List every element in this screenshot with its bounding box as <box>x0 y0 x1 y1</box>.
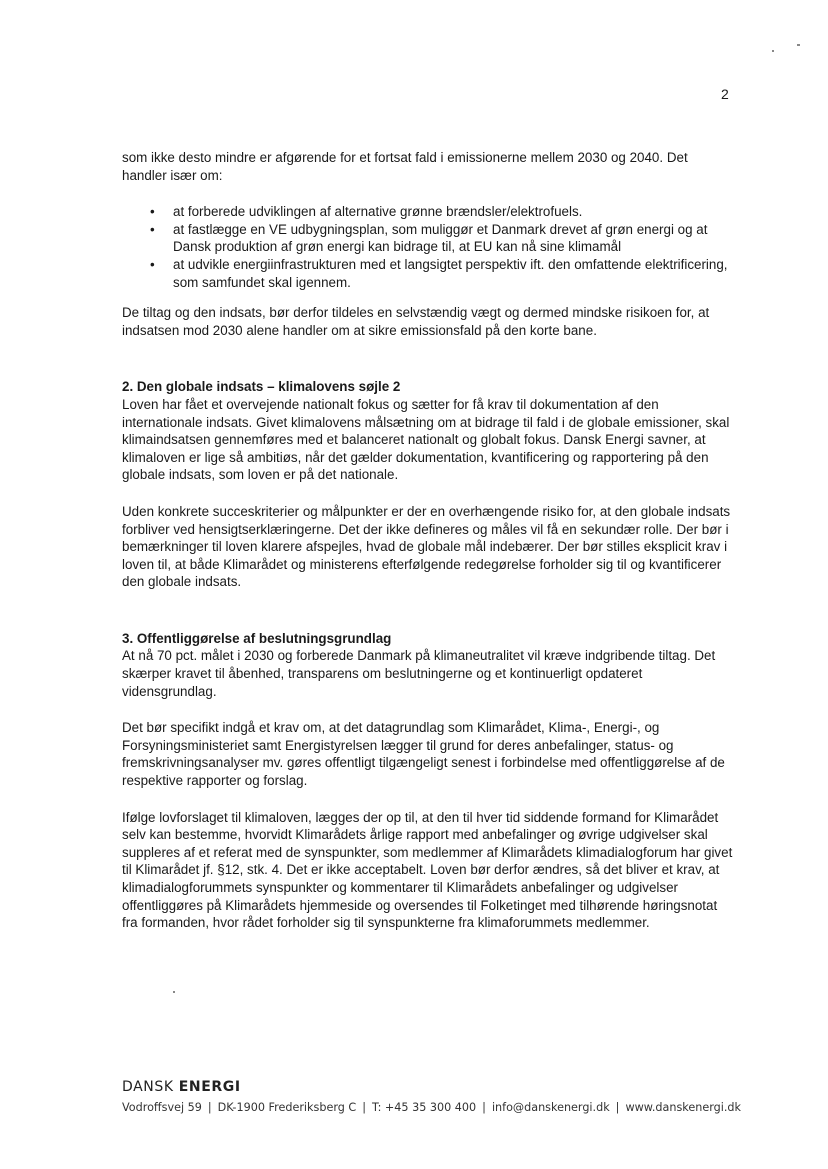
website-link: www.danskenergi.dk <box>625 1101 741 1114</box>
section-3-paragraph-3: Ifølge lovforslaget til klimaloven, lægges der op til, at den til hver tid siddende formand for Klimarådet selv kan bestemme, hvorvidt Klimarådets årlige rapport med anbefalinger og øvrige udgivelser skal suppleres af et referat med de synspunkter, som medlemmer af Klimarådets klimadialogforum har givet til Klimarådet jf. §12, stk. 4. Det er ikke acceptabelt. Loven bør derfor ændres, så det bliver et krav, at klimadialogforummets synspunkter og kommentarer til Klimarådets anbefalinger og udgivelser offentliggøres på Klimarådets hjemmeside og oversendes til Folketinget med tilhørende høringsnotat fra formanden, hvor rådet forholder sig til synspunkterne fra klimaforummets medlemmer. <box>122 809 733 931</box>
bullet-item: • at forberede udviklingen af alternative grønne brændsler/elektrofuels. <box>150 203 734 221</box>
phone-number: T: +45 35 300 400 <box>372 1101 477 1114</box>
scan-speck <box>173 991 175 993</box>
section-3-heading: 3. Offentliggørelse af beslutningsgrundlag <box>122 630 392 646</box>
scan-speck <box>772 50 774 52</box>
section-2-paragraph-2: Uden konkrete succeskriterier og målpunkter er der en overhængende risiko for, at den globale indsats forbliver ved hensigtserklæringerne. Det der ikke defineres og måles vil få en sekundær rolle. Der bør i bemærkninger til loven klarere afspejles, hvad de globale mål indebærer. Der bør stilles eksplicit krav i loven til, at både Klimarådet og ministerens efterfølgende redegørelse forholder sig til og kvantificerer den globale indsats. <box>122 503 731 590</box>
letterhead-footer <box>122 1079 741 1114</box>
section-2-paragraph-1: Loven har fået et overvejende nationalt fokus og sætter for få krav til dokumentation af den internationale indsats. Givet klimalovens målsætning om at bidrage til fald i de globale emissioner, skal klimaindsatsen gennemføres med et balanceret nationalt og globalt fokus. Dansk Energi savner, at klimaloven er lige så ambitiøs, når det gælder dokumentation, kvantificering og rapportering på den globale indsats, som loven er på det nationale. <box>122 396 730 483</box>
dansk-energi-logo <box>122 1079 734 1095</box>
intro-closing-paragraph: De tiltag og den indsats, bør derfor tildeles en selvstændig vægt og dermed mindske risikoen for, at indsatsen mod 2030 alene handler om at sikre emissionsfald på den korte bane. <box>122 305 710 338</box>
section-3-paragraph-1: At nå 70 pct. målet i 2030 og forberede Danmark på klimaneutralitet vil kræve indgribende tiltag. Det skærper kravet til åbenhed, transparens om beslutningerne og et kontinuerligt opdateret vidensgrundlag. <box>122 648 716 699</box>
email-address: info@danskenergi.dk <box>491 1101 610 1114</box>
separator: | <box>207 1101 212 1114</box>
intro-bullet-list <box>122 203 734 291</box>
section-2-heading: 2. Den globale indsats – klimalovens søjle 2 <box>122 379 401 395</box>
section-3-paragraph-2: Det bør specifikt indgå et krav om, at det datagrundlag som Klimarådet, Klima-, Energi-, og Forsyningsministeriet samt Energistyrelsen lægger til grund for deres anbefalinger, status- og fremskrivningsanalyser mv. gøres offentligt tilgængeligt senest i forbindelse med offentliggørelse af de respektive rapporter og forslag. <box>122 720 725 789</box>
intro-paragraph: som ikke desto mindre er afgørende for et fortsat fald i emissionerne mellem 2030 og 2040. Det handler især om: <box>122 150 688 183</box>
logo-text-bold: ENERGI <box>178 1079 241 1095</box>
scan-speck <box>797 44 800 46</box>
bullet-item: • at fastlægge en VE udbygningsplan, som muliggør et Danmark drevet af grøn energi og at Dansk produktion af grøn energi kan bidrage til, at EU kan nå sine klimamål <box>150 221 734 256</box>
bullet-item: • at udvikle energiinfrastrukturen med et langsigtet perspektiv ift. den omfattende elektrificering, som samfundet skal igennem. <box>150 256 734 291</box>
street-address: Vodroffsvej 59 <box>122 1101 202 1114</box>
separator: | <box>362 1101 366 1114</box>
logo-text-light: DANSK <box>122 1079 174 1095</box>
letter-body <box>122 149 734 932</box>
separator: | <box>482 1101 486 1114</box>
postal-address: DK-1900 Frederiksberg C <box>217 1101 357 1114</box>
separator: | <box>615 1101 620 1114</box>
contact-line <box>122 1101 741 1114</box>
page-number: 2 <box>721 86 729 102</box>
